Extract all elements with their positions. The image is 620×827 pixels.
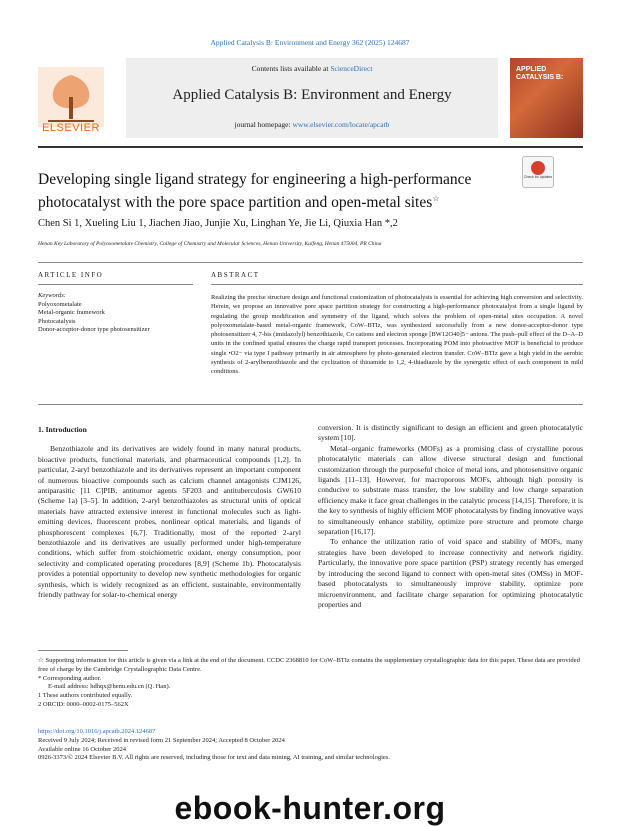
doi-link[interactable]: https://doi.org/10.1016/j.apcatb.2024.124687 (38, 728, 156, 735)
footnotes (38, 657, 583, 710)
keyword-item: Polyoxometalate (38, 300, 82, 308)
journal-title-box (126, 58, 498, 138)
keyword-item: Donor-acceptor-donor type photosensitizer (38, 326, 150, 333)
homepage-link[interactable]: www.elsevier.com/locate/apcatb (292, 120, 390, 129)
body-left-column (38, 425, 301, 601)
abstract-heading: ABSTRACT (211, 271, 260, 279)
abstract-text: Realizing the precise structure design and functional customization of photocatalysts is essential for achieving high conversion and selectivity. Herein, we propose an innovative pore space partition strategy for constructing a high-performance photocatalyst from a single ligand by regulating the group modification and symmetry of the ligand, which solves the problem of open-metal sites occupation. A novel polyoxometalate-based metal-organic framework, CoW–BTIz, was synthesized successfully from a new donor-acceptor-donor type photosensitizer 4, 7-bis (imidazolyl) benzothiazole, Co cations and electron sponge [BW12O40]5− anions. The push–pull effect of the D–A–D units in the confined spatial ensures the charge rapid transport processes. Incorporating POM into photoactive MOF is beneficial to produce single •O2− via type I pathway primarily in air atmosphere by photo-generated electron transfer. CoW–BTIz gave a high yield in the aerobic synthesis of 2-arylbenzothiazole and the cyclization of thioamide to 1,2, 4-thiadiazole by the synergetic effect of each component in mild conditions. (211, 294, 583, 376)
publication-dates: Received 9 July 2024; Received in revised form 21 September 2024; Accepted 8 October 2024 (38, 736, 285, 744)
body-divider (38, 404, 583, 405)
check-updates-label: Check for updates (523, 175, 553, 179)
body-paragraph: conversion. It is distinctly significant to design an efficient and green photocatalytic system [10]. (318, 423, 583, 443)
keyword-item: Photocatalysis (38, 317, 76, 325)
keywords-label: Keywords: (38, 292, 66, 299)
body-paragraph: To enhance the utilization ratio of void space and stability of MOFs, many strategies have been developed to increase connectivity and network rigidity. Particularly, the innovative pore space partition (PSP) strategy recently has emerged by introducing the second ligand to connect with open-metal sites (OMSs) in MOF-based photocatalysts to simultaneously improve stability, optimize pore microenvironment, and facilitate charge separation for optimizing photocatalytic properties and (318, 537, 583, 609)
body-paragraph: Benzothiazole and its derivatives are widely found in many natural products, bioactive products, functional materials, and pharmaceutical compounds [1,2]. In particular, 2-aryl benzothiazole and its derivatives represent an important component of numerous bioactive compounds such as calcium channel antagonists CJM126, antiparasitic [11 C]PIB, antitumor agents 5F203 and antituberculosis GW610 (Scheme 1a) [3–5]. In addition, 2-aryl benzothiazoles as structural units of optical materials have attracted extensive interest in functional molecules such as light-emitting devices, fluorescent probes, nonlinear optical materials, and ligands of phosphorescent complexes [6,7]. Traditionally, most of the reported 2-aryl benzothiazole and its derivatives are usually performed under high-temperature conditions, which suffer from stoichiometric oxidant, energy consumption, poor selectivity and complicated operating procedures [8,9] (Scheme 1b). Photocatalysis provides a potential opportunity to develop new synthetic methodologies for organic synthesis, which is widely recognized as an efficient, sustainable, environmentally friendly pathway for solar-to-chemical energy (38, 444, 301, 600)
body-paragraph: Metal–organic frameworks (MOFs) as a promising class of crystalline porous photocatalytic materials can allow diverse structural design and functional customization through the purposeful choice of metal ions, and photosensitive organic ligands [11–13]. However, for macroporous MOFs, although high porosity is conducive to substrate mass transfer, the low stability and low charge separation efficiency make it face great challenges in the catalytic process [14,15]. Therefore, it is the key to synthesis of highly efficient MOF photocatalysts by finding innovative ways to simultaneously enhance stability, optimize pore structure and promote charge separation [16,17]. (318, 443, 583, 537)
meta-divider (38, 262, 583, 263)
journal-cover[interactable] (510, 58, 583, 138)
publication-info (38, 728, 583, 763)
footnote-item: * Corresponding author. (38, 674, 102, 682)
footnote-item: 2 ORCID: 0000–0002-0175–562X (38, 700, 129, 708)
check-updates-icon (531, 161, 545, 175)
footnote-item: 1 These authors contributed equally. (38, 692, 133, 700)
elsevier-wordmark: ELSEVIER (42, 122, 100, 134)
sciencedirect-link[interactable]: ScienceDirect (330, 64, 373, 73)
journal-homepage: journal homepage: www.elsevier.com/locate/apcatb (234, 120, 390, 129)
abstract-rule (211, 284, 583, 285)
journal-masthead (38, 58, 583, 142)
check-for-updates-badge[interactable] (522, 156, 554, 188)
journal-title: Applied Catalysis B: Environment and Energy (172, 87, 452, 103)
journal-reference[interactable]: Applied Catalysis B: Environment and Energy 362 (2025) 124687 (210, 38, 410, 47)
header-divider (38, 146, 583, 148)
body-right-column (318, 423, 583, 610)
contents-available: Contents lists available at ScienceDirect (251, 64, 373, 73)
keyword-item: Metal-organic framework (38, 309, 105, 316)
article-info-heading: ARTICLE INFO (38, 271, 104, 279)
available-online: Available online 16 October 2024 (38, 745, 126, 753)
footnote-rule (38, 650, 128, 651)
cover-title: APPLIED CATALYSIS B: (516, 66, 564, 81)
info-rule (38, 284, 193, 285)
copyright: 0926-3373/© 2024 Elsevier B.V. All rights are reserved, including those for text and data mining, AI training, and similar technologies. (38, 754, 390, 762)
section-title: 1. Introduction (38, 425, 87, 434)
watermark: ebook-hunter.org (174, 790, 446, 826)
footnote-item: ☆ Supporting information for this article is given via a link at the end of the document. CCDC 2368810 for CoW–BTIz contains the supplementary crystallographic data for this paper. These data are provided free of charge by the Cambridge Crystallographic Data Centre. (38, 657, 580, 673)
footnote-item: E-mail address: hdhqx@henu.edu.cn (Q. Han). (48, 683, 171, 691)
article-title: Developing single ligand strategy for engineering a high-performance photocatalyst with the pore space partition and open-metal sites☆ (38, 171, 472, 212)
affiliation: Henan Key Laboratory of Polyoxometalate Chemistry, College of Chemistry and Molecular Sciences, Henan University, Kaifeng, Henan 475004, PR China (38, 241, 382, 247)
author-list: Chen Si 1, Xueling Liu 1, Jiachen Jiao, Junjie Xu, Linghan Ye, Jie Li, Qiuxia Han *,2 (38, 218, 398, 229)
keywords-block (38, 292, 193, 335)
